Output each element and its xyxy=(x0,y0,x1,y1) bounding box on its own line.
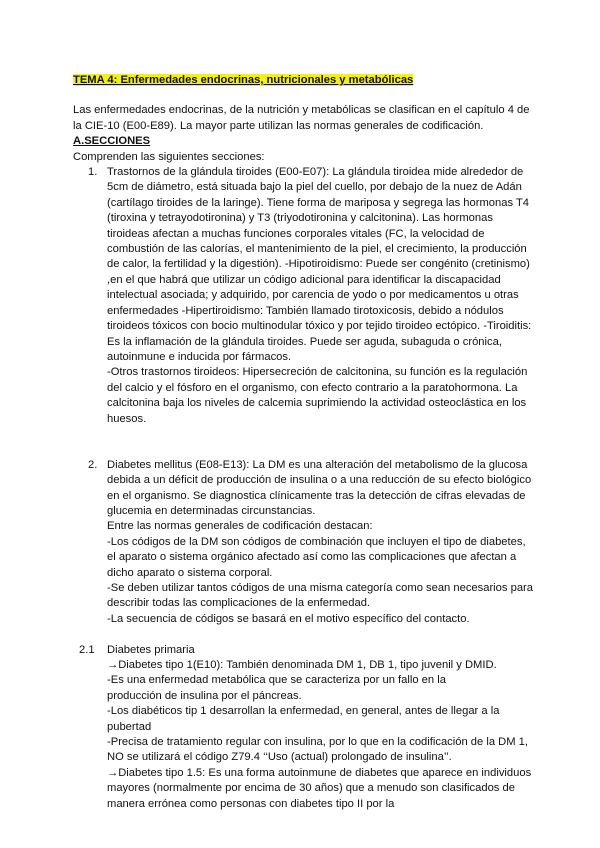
document-page xyxy=(73,73,533,812)
section-heading: A.SECCIONES xyxy=(73,135,151,148)
sections-list xyxy=(73,165,533,627)
list-item-paragraph: Trastornos de la glándula tiroides (E00-E07): La glándula tiroidea mide alrededor de 5cm de diámetro, está situada bajo la piel del cuello, por debajo de la nuez de Adán (cartílago tiroides de la laringe). Tiene forma de mariposa y segrega las hormonas T4 (tiroxina y tetrayodotironina) y T3 (triyodotironina y calcitonina). Las hormonas tiroideas afectan a muchas funciones corporales vitales (FC, la velocidad de combustión de las calorías, el mantenimiento de la piel, el crecimiento, la producción de calor, la fertilidad y la digestión). -Hipotiroidismo: Puede ser congénito (cretinismo) ,en el que habrá que utilizar un código adicional para identificar la discapacidad intelectual asociada; y adquirido, por carencia de yodo o por medicamentos u otras enfermedades -Hipertiroidismo: También llamado tirotoxicosis, debido a nódulos tiroideos tóxicos con bocio multinodular tóxico y por tejido tiroideo ectópico. -Tiroiditis: Es la inflamación de la glándula tiroides. Puede ser aguda, subaguda o crónica, autoinmune e inducida por fármacos. xyxy=(107,166,532,363)
subsection-line: -Precisa de tratamiento regular con insulina, por lo que en la codificación de la DM 1, NO se utilizará el código Z79.4 ‘‘Uso (actual) prolongado de insulina’’. xyxy=(107,736,529,764)
list-item-number: 1. xyxy=(88,166,98,179)
title-highlight: TEMA 4: Enfermedades endocrinas, nutricionales y metabólicas xyxy=(73,74,414,86)
subsection xyxy=(73,643,533,812)
list-item-paragraph: -La secuencia de códigos se basará en el motivo específico del contacto. xyxy=(107,612,470,625)
subsection-number: 2.1 xyxy=(79,643,95,656)
sections-intro: Comprenden las siguientes secciones: xyxy=(73,150,265,163)
list-item-paragraph: -Otros trastornos tiroideos: Hipersecreción de calcitonina, su función es la regulación del calcio y el fósforo en el organismo, con efecto contrario a la paratohormona. La calcitonina baja los niveles de calcemia suprimiendo la actividad osteoclástica en los huesos. xyxy=(107,366,528,425)
spacer xyxy=(73,442,533,457)
list-item-paragraph: Entre las normas generales de codificación destacan: xyxy=(107,520,373,533)
list-item-paragraph: -Se deben utilizar tantos códigos de una misma categoría como sean necesarios para describir todas las complicaciones de la enfermedad. xyxy=(107,581,533,610)
subsection-line: -Es una enfermedad metabólica que se caracteriza por un fallo en la xyxy=(107,674,446,687)
subsection-line: producción de insulina por el páncreas. xyxy=(107,689,302,702)
list-item-paragraph: -Los códigos de la DM son códigos de combinación que incluyen el tipo de diabetes, el aparato o sistema orgánico afectado así como las complicaciones que afectan a dicho aparato o sistema corporal. xyxy=(107,535,526,579)
list-item-number: 2. xyxy=(88,458,98,471)
spacer xyxy=(73,427,533,442)
list-item-paragraph: Diabetes mellitus (E08-E13): La DM es una alteración del metabolismo de la glucosa debida a un déficit de producción de insulina o a una reducción de su efecto biológico en el organismo. Se diagnostica clínicamente tras la detección de cifras elevadas de glucemia en determinadas circunstancias. xyxy=(107,458,532,517)
list-item xyxy=(73,165,533,427)
subsection-line: -Los diabéticos tip 1 desarrollan la enfermedad, en general, antes de llegar a la pubertad xyxy=(107,705,500,733)
subsection-title: Diabetes primaria xyxy=(107,643,195,656)
document-title xyxy=(73,73,533,88)
subsection-line: →Diabetes tipo 1.5: Es una forma autoinmune de diabetes que aparece en individuos mayores (normalmente por encima de 30 años) que a menudo son clasificados de manera errónea como personas con diabetes tipo II por la xyxy=(107,766,532,810)
intro-paragraph: Las enfermedades endocrinas, de la nutrición y metabólicas se clasifican en el capítulo 4 de la CIE-10 (E00-E89). La mayor parte utilizan las normas generales de codificación. xyxy=(73,104,530,132)
subsection-line: →Diabetes tipo 1(E10): También denominada DM 1, DB 1, tipo juvenil y DMID. xyxy=(107,658,497,671)
list-item xyxy=(73,458,533,627)
